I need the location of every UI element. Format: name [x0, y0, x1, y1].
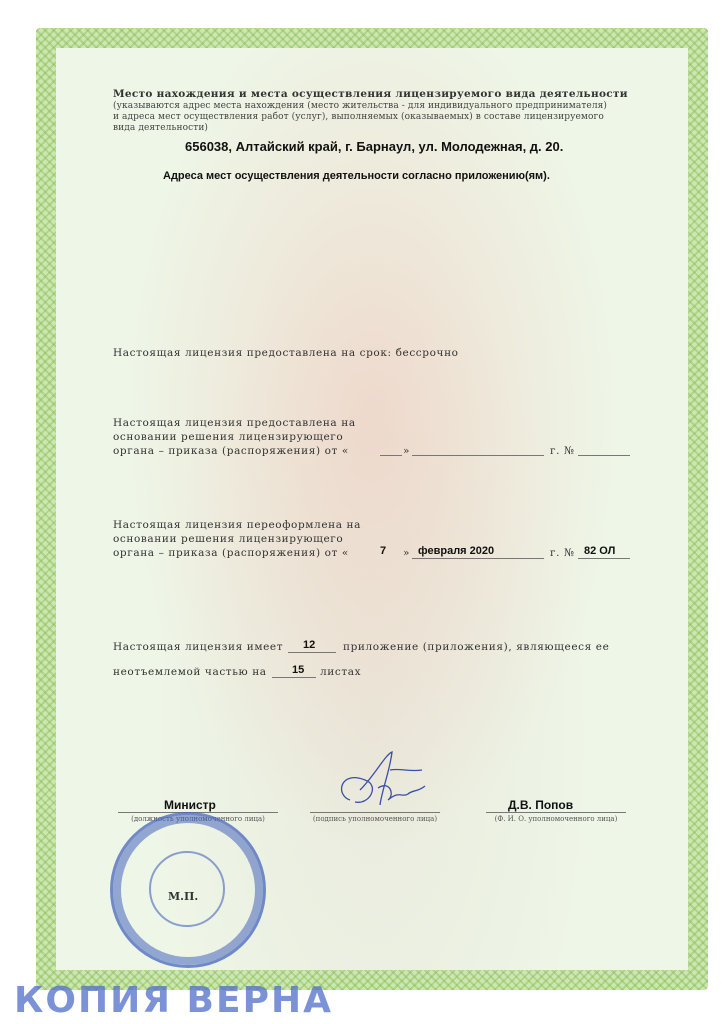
main-address: 656038, Алтайский край, г. Барнаул, ул. Молодежная, д. 20. [185, 139, 564, 154]
certified-copy-stamp: КОПИЯ ВЕРНА [14, 980, 333, 1021]
seal-emblem [149, 851, 225, 927]
location-note-3: вида деятельности) [113, 123, 209, 133]
appendix-text-1: Настоящая лицензия имеет [113, 641, 284, 653]
reissued-line-3: органа – приказа (распоряжения) от « [113, 547, 349, 559]
appendix-text-2: приложение (приложения), являющееся ее [343, 641, 610, 653]
term-row [113, 346, 459, 360]
granted-line-2: основании решения лицензирующего [113, 431, 344, 443]
location-note-2: и адреса мест осуществления работ (услуг), выполняемых (оказываемых) в составе лицензируемого [113, 112, 604, 122]
reissued-line-2: основании решения лицензирующего [113, 533, 344, 545]
term-label: Настоящая лицензия предоставлена на срок: [113, 347, 392, 359]
granted-year-label: г. № [550, 445, 575, 457]
granted-line-3: органа – приказа (распоряжения) от « [113, 445, 349, 457]
name-line [486, 812, 626, 813]
granted-day-line [380, 455, 402, 456]
signer-name: Д.В. Попов [508, 798, 574, 812]
appendix-count: 12 [303, 639, 316, 651]
signer-position: Министр [164, 798, 216, 812]
appendix-count-line [288, 652, 336, 653]
seal-placeholder-label: М.П. [168, 890, 199, 903]
signature-line [310, 812, 440, 813]
granted-number-line [578, 455, 630, 456]
reissued-close-quote: » [403, 547, 411, 559]
reissued-number: 82 ОЛ [584, 545, 616, 557]
granted-close-quote: » [403, 445, 411, 457]
appendix-text-4: листах [320, 666, 362, 678]
appendix-sheets-line [272, 677, 316, 678]
signature-caption: (подпись уполномоченного лица) [312, 815, 438, 823]
reissued-day: 7 [380, 545, 387, 557]
appendix-text-3: неотъемлемой частью на [113, 666, 267, 678]
reissued-line-1: Настоящая лицензия переоформлена на [113, 519, 361, 531]
position-caption: (должность уполномоченного лица) [131, 815, 265, 823]
term-value: бессрочно [395, 347, 459, 359]
granted-date-line [412, 455, 544, 456]
addresses-note: Адреса мест осуществления деятельности согласно приложению(ям). [163, 170, 550, 182]
reissued-date-line [412, 558, 544, 559]
location-title: Место нахождения и места осуществления лицензируемого вида деятельности [113, 88, 628, 100]
signature-mark [330, 750, 430, 812]
reissued-month-year: февраля 2020 [418, 545, 495, 557]
location-note-1: (указываются адрес места нахождения (место жительства - для индивидуального предпринимателя) [113, 101, 608, 111]
appendix-sheets: 15 [292, 664, 305, 676]
name-caption: (Ф. И. О. уполномоченного лица) [494, 815, 618, 823]
reissued-year-label: г. № [550, 547, 575, 559]
granted-line-1: Настоящая лицензия предоставлена на [113, 417, 356, 429]
reissued-number-line [578, 558, 630, 559]
